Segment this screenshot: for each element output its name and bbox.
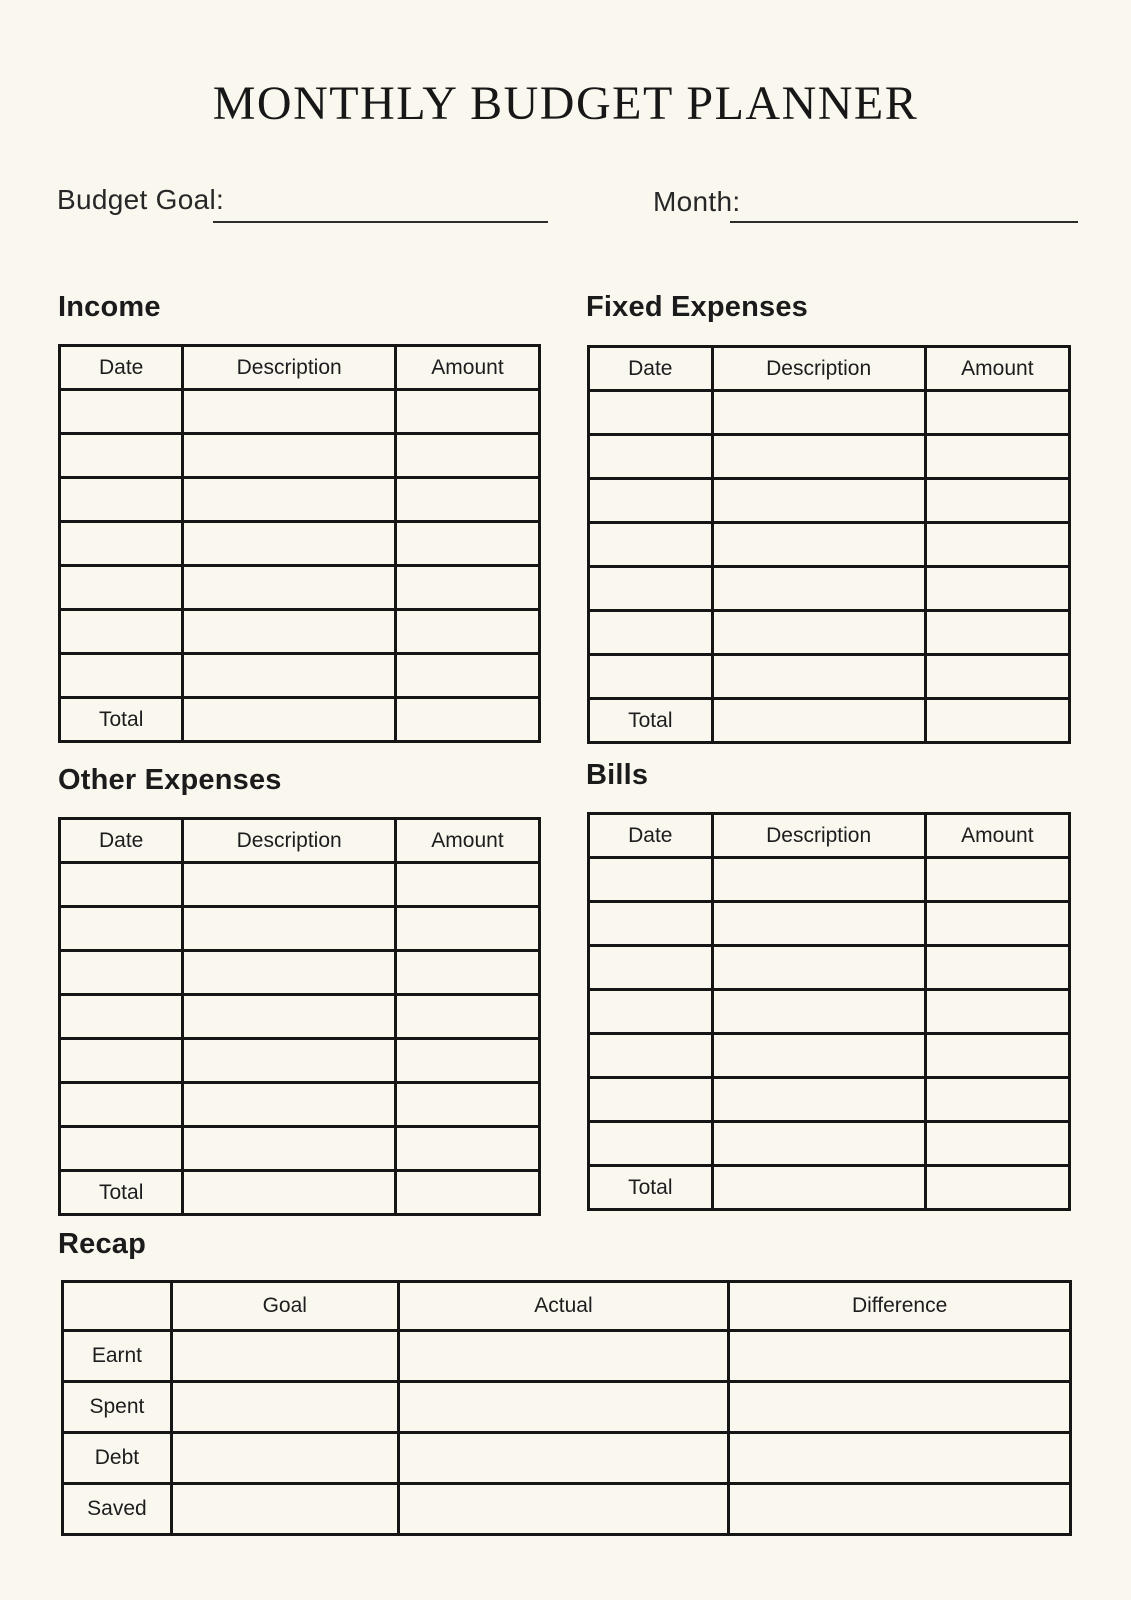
- blank-entry-row: [60, 654, 540, 698]
- blank-entry-row: [589, 1034, 1070, 1078]
- empty-cell: [395, 1039, 539, 1083]
- empty-cell: [60, 478, 183, 522]
- column-header-description: Description: [712, 814, 925, 858]
- blank-entry-row: [60, 390, 540, 434]
- empty-cell: [712, 611, 925, 655]
- empty-cell: [171, 1382, 398, 1433]
- bills-table: [587, 812, 1071, 1211]
- table-header-row: [60, 819, 540, 863]
- empty-cell: [925, 655, 1069, 699]
- recap-row-label: Debt: [63, 1433, 172, 1484]
- empty-cell: [712, 567, 925, 611]
- column-header-description: Description: [712, 347, 925, 391]
- empty-cell: [925, 523, 1069, 567]
- recap-header-row: [63, 1282, 1071, 1331]
- blank-entry-row: [60, 1083, 540, 1127]
- empty-cell: [589, 946, 713, 990]
- empty-cell: [925, 567, 1069, 611]
- empty-cell: [925, 990, 1069, 1034]
- empty-cell: [183, 1083, 396, 1127]
- empty-cell: [712, 391, 925, 435]
- blank-entry-row: [60, 995, 540, 1039]
- page-title: MONTHLY BUDGET PLANNER: [212, 77, 919, 130]
- budget-goal-fill-line: [213, 221, 548, 223]
- empty-cell: [712, 902, 925, 946]
- empty-cell: [183, 522, 396, 566]
- empty-cell: [712, 1078, 925, 1122]
- empty-cell: [925, 391, 1069, 435]
- empty-cell: [589, 990, 713, 1034]
- blank-entry-row: [60, 566, 540, 610]
- blank-entry-row: [589, 523, 1070, 567]
- empty-cell: [589, 1034, 713, 1078]
- empty-cell: [729, 1484, 1071, 1535]
- empty-cell: [712, 858, 925, 902]
- blank-entry-row: [589, 946, 1070, 990]
- empty-cell: [183, 863, 396, 907]
- column-header-date: Date: [589, 814, 713, 858]
- section-heading-fixed-expenses: Fixed Expenses: [586, 291, 809, 323]
- empty-cell: [589, 391, 713, 435]
- blank-entry-row: [60, 610, 540, 654]
- empty-cell: [60, 654, 183, 698]
- empty-cell: [183, 951, 396, 995]
- column-header-amount: Amount: [925, 814, 1069, 858]
- recap-row-earnt: [63, 1331, 1071, 1382]
- total-label: Total: [60, 1171, 183, 1215]
- empty-cell: [589, 523, 713, 567]
- empty-cell: [171, 1433, 398, 1484]
- empty-cell: [60, 434, 183, 478]
- empty-cell: [589, 567, 713, 611]
- empty-cell: [398, 1433, 729, 1484]
- empty-cell: [60, 522, 183, 566]
- empty-cell: [183, 1039, 396, 1083]
- empty-cell: [171, 1331, 398, 1382]
- column-header-actual: Actual: [398, 1282, 729, 1331]
- empty-cell: [183, 566, 396, 610]
- section-heading-income: Income: [58, 291, 161, 323]
- blank-entry-row: [589, 435, 1070, 479]
- empty-cell: [925, 902, 1069, 946]
- month-fill-line: [730, 221, 1078, 223]
- empty-cell: [395, 1127, 539, 1171]
- budget-goal-label: Budget Goal:: [57, 184, 225, 215]
- empty-cell: [171, 1484, 398, 1535]
- column-header-description: Description: [183, 346, 396, 390]
- empty-cell: [712, 1034, 925, 1078]
- empty-cell: [395, 390, 539, 434]
- column-header-date: Date: [589, 347, 713, 391]
- blank-entry-row: [60, 478, 540, 522]
- empty-cell: [589, 1078, 713, 1122]
- column-header-date: Date: [60, 819, 183, 863]
- empty-cell: [183, 434, 396, 478]
- empty-cell: [395, 1171, 539, 1215]
- empty-cell: [60, 1039, 183, 1083]
- empty-cell: [712, 655, 925, 699]
- column-header-difference: Difference: [729, 1282, 1071, 1331]
- empty-cell: [925, 1166, 1069, 1210]
- recap-table: [61, 1280, 1072, 1536]
- empty-cell: [589, 1122, 713, 1166]
- empty-cell: [60, 390, 183, 434]
- empty-cell: [925, 946, 1069, 990]
- empty-cell: [925, 479, 1069, 523]
- section-heading-bills: Bills: [586, 759, 649, 791]
- column-header-amount: Amount: [395, 346, 539, 390]
- blank-entry-row: [60, 951, 540, 995]
- empty-cell: [925, 1034, 1069, 1078]
- blank-entry-row: [60, 1039, 540, 1083]
- total-label: Total: [60, 698, 183, 742]
- empty-cell: [589, 479, 713, 523]
- empty-cell: [60, 907, 183, 951]
- empty-cell: [729, 1382, 1071, 1433]
- empty-cell: [712, 523, 925, 567]
- empty-cell: [925, 858, 1069, 902]
- recap-row-saved: [63, 1484, 1071, 1535]
- recap-row-debt: [63, 1433, 1071, 1484]
- empty-cell: [589, 655, 713, 699]
- blank-entry-row: [60, 907, 540, 951]
- empty-cell: [60, 566, 183, 610]
- empty-cell: [183, 1127, 396, 1171]
- blank-entry-row: [60, 522, 540, 566]
- column-header-amount: Amount: [395, 819, 539, 863]
- empty-cell: [398, 1484, 729, 1535]
- empty-cell: [395, 522, 539, 566]
- empty-cell: [712, 1122, 925, 1166]
- empty-cell: [712, 946, 925, 990]
- blank-entry-row: [60, 1127, 540, 1171]
- month-label: Month:: [653, 186, 741, 217]
- empty-cell: [395, 698, 539, 742]
- empty-cell: [589, 902, 713, 946]
- empty-cell: [183, 995, 396, 1039]
- total-row: [589, 1166, 1070, 1210]
- total-label: Total: [589, 1166, 713, 1210]
- column-header-date: Date: [60, 346, 183, 390]
- recap-row-label: Earnt: [63, 1331, 172, 1382]
- section-heading-recap: Recap: [58, 1228, 147, 1260]
- empty-cell: [183, 907, 396, 951]
- empty-cell: [60, 951, 183, 995]
- blank-entry-row: [589, 1078, 1070, 1122]
- empty-cell: [712, 435, 925, 479]
- empty-cell: [729, 1331, 1071, 1382]
- empty-cell: [60, 1083, 183, 1127]
- other-expenses-table: [58, 817, 541, 1216]
- empty-cell: [183, 478, 396, 522]
- empty-cell: [925, 611, 1069, 655]
- empty-cell: [60, 1127, 183, 1171]
- total-row: [589, 699, 1070, 743]
- empty-cell: [589, 611, 713, 655]
- empty-cell: [925, 1122, 1069, 1166]
- empty-cell: [395, 1083, 539, 1127]
- blank-entry-row: [589, 902, 1070, 946]
- blank-entry-row: [589, 611, 1070, 655]
- empty-cell: [395, 654, 539, 698]
- blank-entry-row: [60, 434, 540, 478]
- empty-cell: [395, 863, 539, 907]
- blank-entry-row: [589, 858, 1070, 902]
- empty-cell: [183, 698, 396, 742]
- empty-cell: [395, 566, 539, 610]
- recap-row-label: Saved: [63, 1484, 172, 1535]
- blank-entry-row: [589, 479, 1070, 523]
- total-label: Total: [589, 699, 713, 743]
- section-heading-other-expenses: Other Expenses: [58, 764, 282, 796]
- empty-cell: [925, 699, 1069, 743]
- empty-cell: [395, 951, 539, 995]
- column-header-description: Description: [183, 819, 396, 863]
- empty-cell: [60, 863, 183, 907]
- blank-entry-row: [589, 1122, 1070, 1166]
- empty-cell: [925, 435, 1069, 479]
- empty-cell: [398, 1382, 729, 1433]
- empty-cell: [60, 995, 183, 1039]
- table-header-row: [589, 814, 1070, 858]
- empty-cell: [395, 478, 539, 522]
- recap-row-spent: [63, 1382, 1071, 1433]
- total-row: [60, 1171, 540, 1215]
- table-header-row: [589, 347, 1070, 391]
- empty-cell: [183, 390, 396, 434]
- empty-cell: [395, 995, 539, 1039]
- total-row: [60, 698, 540, 742]
- empty-cell: [395, 907, 539, 951]
- empty-cell: [183, 654, 396, 698]
- blank-entry-row: [589, 391, 1070, 435]
- recap-row-label: Spent: [63, 1382, 172, 1433]
- fixed-expenses-table: [587, 345, 1071, 744]
- blank-entry-row: [589, 567, 1070, 611]
- column-header-goal: Goal: [171, 1282, 398, 1331]
- empty-cell: [183, 610, 396, 654]
- column-header-amount: Amount: [925, 347, 1069, 391]
- empty-cell: [712, 479, 925, 523]
- blank-entry-row: [589, 655, 1070, 699]
- empty-cell: [589, 435, 713, 479]
- empty-cell: [395, 610, 539, 654]
- empty-cell: [729, 1433, 1071, 1484]
- empty-cell: [398, 1331, 729, 1382]
- recap-corner-cell: [63, 1282, 172, 1331]
- empty-cell: [395, 434, 539, 478]
- empty-cell: [712, 1166, 925, 1210]
- income-table: [58, 344, 541, 743]
- empty-cell: [712, 990, 925, 1034]
- blank-entry-row: [60, 863, 540, 907]
- empty-cell: [183, 1171, 396, 1215]
- empty-cell: [589, 858, 713, 902]
- empty-cell: [712, 699, 925, 743]
- empty-cell: [925, 1078, 1069, 1122]
- empty-cell: [60, 610, 183, 654]
- table-header-row: [60, 346, 540, 390]
- blank-entry-row: [589, 990, 1070, 1034]
